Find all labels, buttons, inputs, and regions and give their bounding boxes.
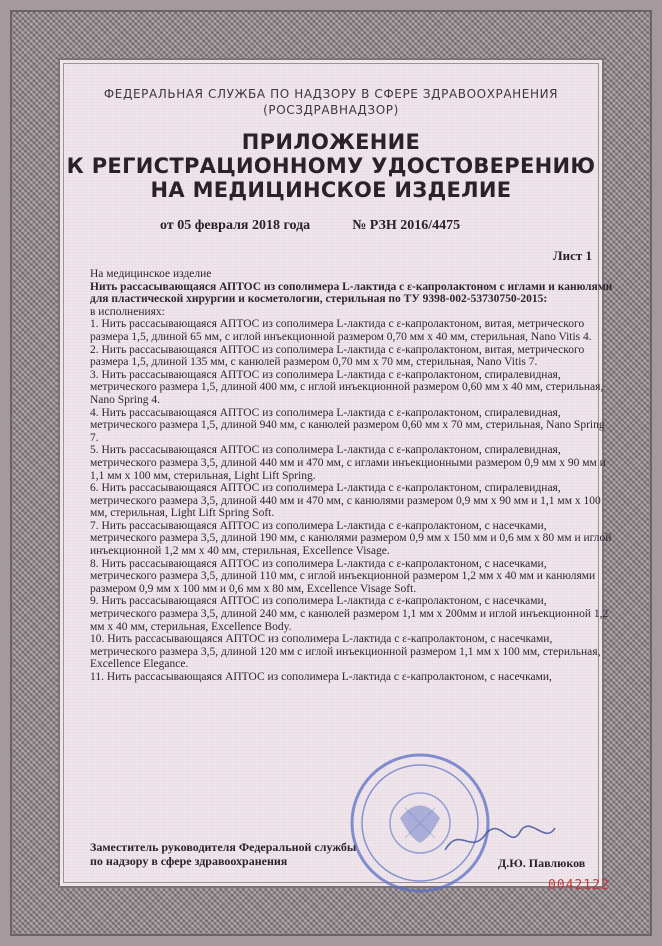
list-item: 10. Нить рассасывающаяся АПТОС из сополимера L-лактида с ε-капролактоном, с насечками, метрического размера 3,5, длиной 120 мм с иглой инъекционной размером 1,1 мм x 100 мм, стерильная, Excellence Elegance. [90,633,601,671]
signer-title [90,840,356,868]
list-item: 11. Нить рассасывающаяся АПТОС из сополимера L-лактида с ε-капролактоном, с насечками, [90,671,552,683]
list-item: 8. Нить рассасывающаяся АПТОС из сополимера L-лактида с ε-капролактоном, с насечками, метрического размера 3,5, длиной 110 мм, с иглой инъекционной размером 1,2 мм x 40 мм и канюлями размером 0,9 мм x 100 мм и 0,6 мм x 80 мм, Excellence Visage Soft. [90,557,596,595]
signer-name: Д.Ю. Павлюков [498,856,586,870]
document-title [0,130,662,202]
document-body [90,268,615,684]
agency-header [0,86,662,118]
list-item: 9. Нить рассасывающаяся АПТОС из сополимера L-лактида с ε-капролактоном, с насечками, метрического размера 3,5, длиной 240 мм, с канюлей размером 1,1 мм x 200мм и иглой инъекционной 1,2 мм x 40 мм, стерильная, Excellence Body. [90,595,609,633]
sheet-number: Лист 1 [552,248,592,263]
registration-line [160,218,460,234]
list-item: 2. Нить рассасывающаяся АПТОС из сополимера L-лактида с ε-капролактоном, витая, метрического размера 1,5, длиной 135 мм, с канюлей размером 0,70 мм x 70 мм, стерильная, Nano Vitis 7. [90,343,585,369]
agency-name: ФЕДЕРАЛЬНАЯ СЛУЖБА ПО НАДЗОРУ В СФЕРЕ ЗДРАВООХРАНЕНИЯ [103,87,559,101]
variants-label: в исполнениях: [90,305,165,318]
title-line-3: НА МЕДИЦИНСКОЕ ИЗДЕЛИЕ [150,178,512,202]
list-item: 3. Нить рассасывающаяся АПТОС из сополимера L-лактида с ε-капролактоном, спиралевидная, метрического размера 1,5, длиной 400 мм, с иглой инъекционной размером 0,60 мм x 40 мм, стерильная, Nano Spring 4. [90,368,604,406]
title-line-2: К РЕГИСТРАЦИОННОМУ УДОСТОВЕРЕНИЮ [66,154,596,178]
list-item: 6. Нить рассасывающаяся АПТОС из сополимера L-лактида с ε-капролактоном, спиралевидная, метрического размера 3,5, длиной 440 мм и 470 мм, с канюлями размером 0,9 мм x 90 мм и 1,1 мм x 100 мм, стерильная, Light Lift Spring Soft. [90,482,601,520]
list-item: 1. Нить рассасывающаяся АПТОС из сополимера L-лактида с ε-капролактоном, витая, метрического размера 1,5, длиной 65 мм, с иглой инъекционной размером 0,70 мм x 40 мм, стерильная, Nano Vitis 4. [90,318,592,343]
registration-number: № РЗН 2016/4475 [352,218,461,233]
serial-number: 0042122 [548,878,610,893]
agency-abbr: (РОСЗДРАВНАДЗОР) [263,103,399,117]
intro-text: На медицинское изделие [90,268,212,280]
list-item: 7. Нить рассасывающаяся АПТОС из сополимера L-лактида с ε-капролактоном, с насечками, метрического размера 3,5, длиной 190 мм, с канюлями размером 0,9 мм x 150 мм и 0,6 мм x 80 мм и иглой инъекционной 1,2 мм x 40 мм, стерильная, Excellence Visage. [90,519,612,558]
list-item: 5. Нить рассасывающаяся АПТОС из сополимера L-лактида с ε-капролактоном, спиралевидная, метрического размера 3,5, длиной 440 мм и 470 мм, с иглами инъекционными размером 0,9 мм x 90 мм и 1,1 мм x 100 мм, стерильная, Light Lift Spring. [90,444,606,482]
product-name: Нить рассасывающаяся АПТОС из сополимера L-лактида с ε-капролактоном с иглами и канюлями для пластической хирургии и косметологии, стерильная по ТУ 9398-002-53730750-2015: [90,280,613,306]
signature-mark [440,820,560,860]
list-item: 4. Нить рассасывающаяся АПТОС из сополимера L-лактида с ε-капролактоном, спиралевидная, метрического размера 1,5, длиной 940 мм, с канюлей размером 0,60 мм x 70 мм, стерильная, Nano Spring 7. [90,406,605,444]
registration-date: от 05 февраля 2018 года [160,218,311,233]
title-line-1: ПРИЛОЖЕНИЕ [241,130,421,154]
signer-agency: по надзору в сфере здравоохранения [90,854,288,868]
signer-position: Заместитель руководителя Федеральной службы [90,840,357,854]
